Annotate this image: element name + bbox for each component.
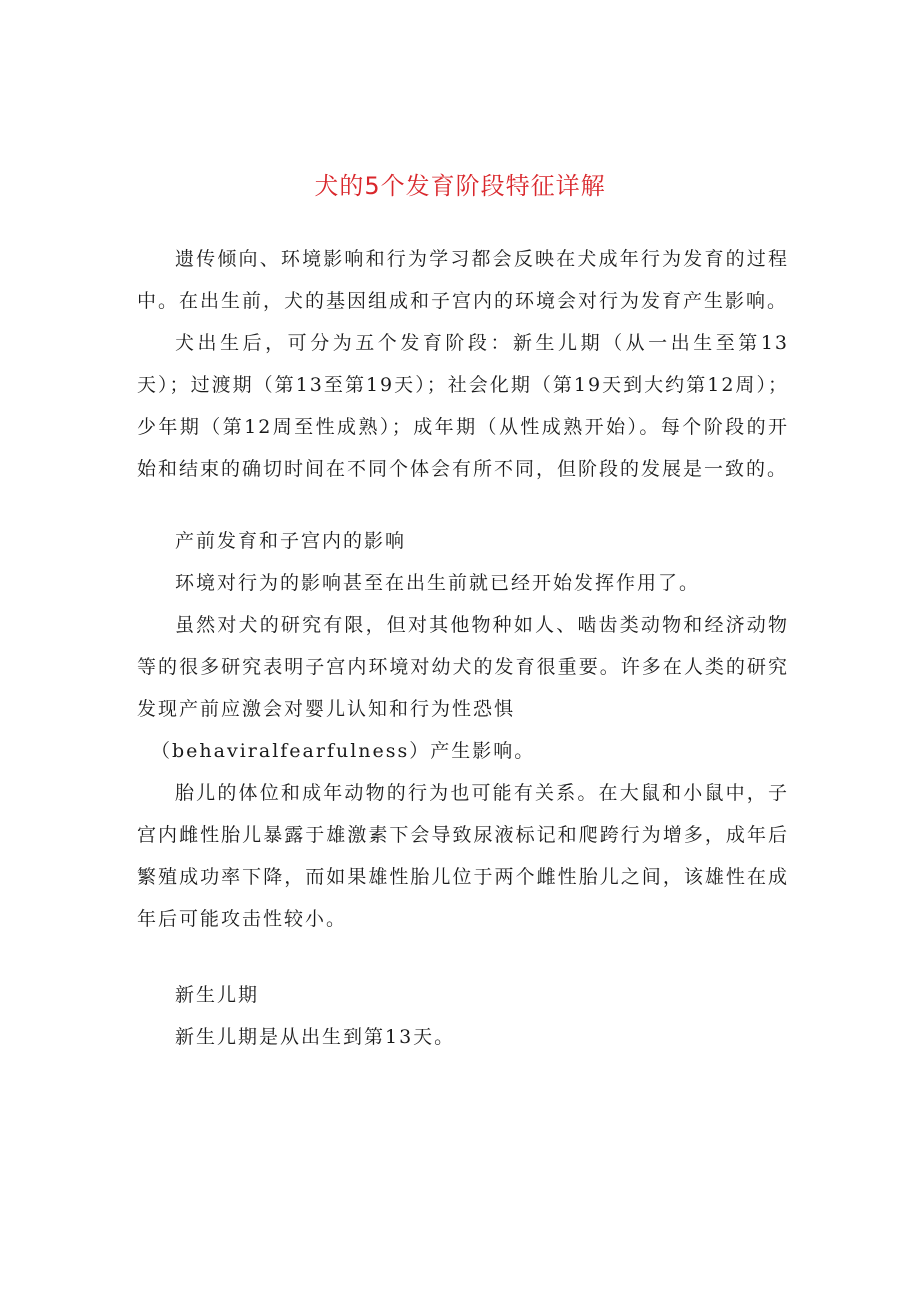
section-spacer (137, 940, 789, 974)
stages-paragraph: 犬出生后，可分为五个发育阶段：新生儿期（从一出生至第13天）；过渡期（第13至第19天）；社会化期（第19天到大约第12周）；少年期（第12周至性成熟）；成年期（从性成熟开始）。每个阶段的开始和结束的确切时间在不同个体会有所不同，但阶段的发展是一致的。 (137, 332, 789, 480)
document-title: 犬的5个发育阶段特征详解 (314, 172, 606, 200)
section-heading-prenatal: 产前发育和子宫内的影响 (175, 530, 407, 552)
prenatal-paragraph-2: 虽然对犬的研究有限，但对其他物种如人、啮齿类动物和经济动物等的很多研究表明子宫内环境对幼犬的发育很重要。许多在人类的研究发现产前应激会对婴儿认知和行为性恐惧 (137, 614, 789, 720)
neonatal-paragraph-1: 新生儿期是从出生到第13天。 (175, 1026, 456, 1048)
prenatal-paragraph-3: 胎儿的体位和成年动物的行为也可能有关系。在大鼠和小鼠中，子宫内雌性胎儿暴露于雄激素下会导致尿液标记和爬跨行为增多，成年后繁殖成功率下降，而如果雄性胎儿位于两个雌性胎儿之间，该雄性在成年后可能攻击性较小。 (137, 782, 789, 930)
document-body (137, 238, 789, 1058)
prenatal-paragraph-2-continuation: （behaviralfearfulness）产生影响。 (151, 740, 536, 762)
section-heading-neonatal: 新生儿期 (175, 984, 260, 1006)
intro-paragraph: 遗传倾向、环境影响和行为学习都会反映在犬成年行为发育的过程中。在出生前，犬的基因组成和子宫内的环境会对行为发育产生影响。 (137, 248, 789, 312)
section-spacer (137, 490, 789, 520)
prenatal-paragraph-1: 环境对行为的影响甚至在出生前就已经开始发挥作用了。 (175, 572, 701, 594)
